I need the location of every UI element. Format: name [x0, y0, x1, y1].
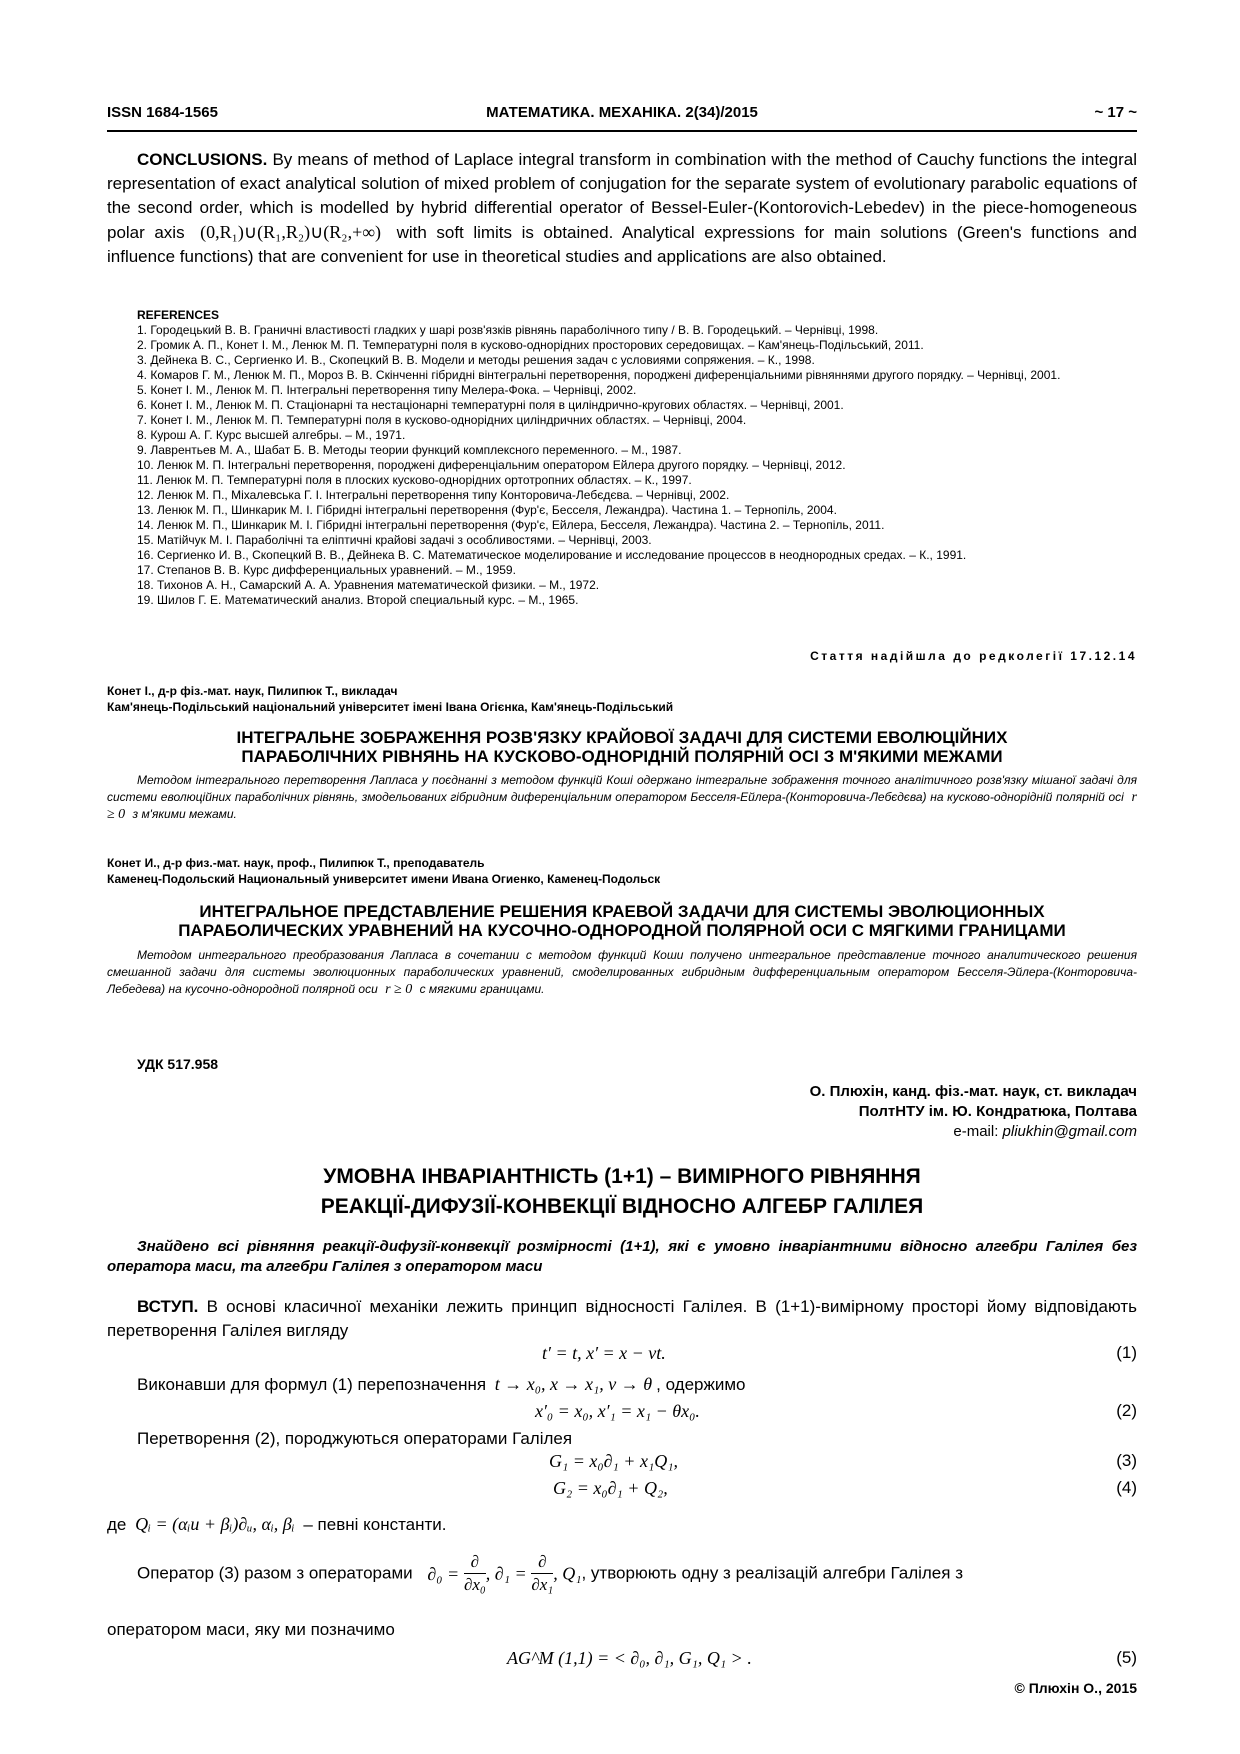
reference-item: 5. Конет І. М., Ленюк М. П. Інтегральні перетворення типу Мелера-Фока. – Чернівці, 2002. [137, 383, 637, 397]
fraction-numerator: ∂ [531, 1551, 553, 1574]
page-number: ~ 17 ~ [1094, 104, 1137, 121]
article-author: О. Плюхін, канд. фіз.-мат. наук, ст. викладач [809, 1083, 1137, 1100]
ua-abstract-text-1: Методом інтегрального перетворення Лапласа у поєднанні з методом функцій Коші одержано інтегральне зображення точного аналітичного розв'язку мішаної задачі для системи еволюційних параболічних рівнянь, змодельованих гібридним диференціальним оператором Бесселя-Ейлера-(Конторовича-Лебєдєва) на кусково-однорідній полярній осі [107, 773, 1137, 804]
ru-abstract-text-2: с мягкими границами. [419, 982, 545, 996]
fraction-numerator: ∂ [464, 1551, 486, 1574]
reference-item: 9. Лаврентьев М. А., Шабат Б. В. Методы теории функций комплексного переменного. – М., 1987. [137, 443, 682, 457]
running-header [107, 104, 1137, 132]
reference-item: 18. Тихонов А. Н., Самарский А. А. Уравнения математической физики. – М., 1972. [137, 578, 600, 592]
journal-title: МАТЕМАТИКА. МЕХАНІКА. 2(34)/2015 [486, 104, 758, 121]
article-title [107, 1162, 1137, 1222]
conclusions-text-1: By means of method of Laplace integral transform in combination with the method of Cauchy functions the integral representation of exact analytical solution of mixed problem of conjugation for the separate system of evolutionary parabolic equations of the second order, which is modelled by hybrid differential operator of Bessel-Euler-(Kontorovich-Lebedev) in the piece-homogeneous polar axis [107, 150, 1137, 242]
equation-4 [107, 1478, 1137, 1504]
reference-item: 19. Шилов Г. Е. Математический анализ. Второй специальный курс. – М., 1965. [137, 593, 579, 607]
relabel-math: t → x₀, x → x₁, v → θ [494, 1374, 653, 1394]
equation-1 [107, 1343, 1137, 1369]
article-title-line-1: УМОВНА ІНВАРІАНТНІСТЬ (1+1) – ВИМІРНОГО РІВНЯННЯ [323, 1165, 921, 1188]
article-title-line-2: РЕАКЦІЇ-ДИФУЗІЇ-КОНВЕКЦІЇ ВІДНОСНО АЛГЕБР ГАЛІЛЕЯ [320, 1195, 924, 1218]
operator-d0: ∂₀ = [427, 1563, 460, 1584]
reference-item: 4. Комаров Г. М., Ленюк М. П., Мороз В. В. Скінченні гібридні вінтегральні перетворення, породжені диференціальними рівняннями другого порядку. – Чернівці, 2001. [137, 368, 1061, 382]
constants-text-b: – певні константи. [303, 1515, 447, 1534]
equation-4-number: (4) [1116, 1478, 1137, 1497]
reference-item: 17. Степанов В. В. Курс дифференциальных уравнений. – М., 1959. [137, 563, 516, 577]
copyright: © Плюхін О., 2015 [1014, 1680, 1137, 1696]
reference-item: 8. Курош А. Г. Курс высшей алгебры. – М., 1971. [137, 428, 406, 442]
conclusions-formula: (0,R₁)∪(R₁,R₂)∪(R₂,+∞) [200, 222, 382, 242]
ua-abstract-text-2: з м'якими межами. [132, 807, 237, 821]
ua-title-line-1: ІНТЕГРАЛЬНЕ ЗОБРАЖЕННЯ РОЗВ'ЯЗКУ КРАЙОВОЇ ЗАДАЧІ ДЛЯ СИСТЕМИ ЕВОЛЮЦІЙНИХ [236, 728, 1008, 747]
reference-item: 12. Ленюк М. П., Міхалевська Г. І. Інтегральні перетворення типу Конторовича-Лебєдєва. – Чернівці, 2002. [137, 488, 730, 502]
ru-abstract [107, 947, 1137, 998]
operator-text-a: Оператор (3) разом з операторами [137, 1563, 413, 1583]
relabel-paragraph [137, 1372, 1137, 1397]
conclusions-label: CONCLUSIONS. [137, 150, 268, 169]
reference-item: 7. Конет І. М., Ленюк М. П. Температурні поля в кусково-однорідних циліндричних областях. – Чернівці, 2004. [137, 413, 747, 427]
conclusions-paragraph [107, 148, 1137, 269]
article-abstract: Знайдено всі рівняння реакції-дифузії-конвекції розмірності (1+1), які є умовно інваріантними відносно алгебри Галілея без оператора маси, та алгебри Галілея з оператором маси [107, 1238, 1137, 1275]
reference-item: 2. Громик А. П., Конет І. М., Ленюк М. П. Температурні поля в кусково-однорідних просторових середовищах. – Кам'янець-Подільський, 2011. [137, 338, 924, 352]
email-link[interactable]: pliukhin@gmail.com [1002, 1123, 1137, 1140]
page [107, 0, 1137, 1754]
constants-math: Qᵢ = (αᵢu + βᵢ)∂ᵤ, αᵢ, βᵢ [135, 1514, 295, 1534]
ru-title-line-1: ИНТЕГРАЛЬНОЕ ПРЕДСТАВЛЕНИЕ РЕШЕНИЯ КРАЕВОЙ ЗАДАЧИ ДЛЯ СИСТЕМЫ ЭВОЛЮЦИОННЫХ [199, 902, 1045, 921]
article-email-line [437, 1122, 1137, 1142]
references-heading: REFERENCES [137, 308, 220, 322]
constants-line [107, 1512, 447, 1537]
email-label: e-mail: [953, 1123, 999, 1140]
ua-title [107, 728, 1137, 766]
constants-text-a: де [107, 1515, 127, 1534]
fraction-denominator: ∂x₁ [531, 1575, 554, 1594]
reference-item: 6. Конет І. М., Ленюк М. П. Стаціонарні та нестаціонарні температурні поля в циліндрично-кругових областях. – Чернівці, 2001. [137, 398, 844, 412]
udc: УДК 517.958 [137, 1056, 219, 1072]
equation-2-formula: x′₀ = x₀, x′₁ = x₁ − θx₀. [535, 1401, 700, 1421]
reference-item: 13. Ленюк М. П., Шинкарик М. І. Гібридні інтегральні перетворення (Фур'є, Бесселя, Лежандра). Частина 1. – Тернопіль, 2004. [137, 503, 837, 517]
reference-item: 11. Ленюк М. П. Температурні поля в плоских кусково-однорідних ортотропних областях. – К., 1997. [137, 473, 692, 487]
ua-abstract [107, 772, 1137, 823]
generators-paragraph: Перетворення (2), породжуються операторами Галілея [137, 1429, 573, 1448]
fraction-d-dx0 [464, 1551, 486, 1596]
ru-abstract-text-1: Методом интегрального преобразования Лапласа в сочетании с методом функций Коши получено интегральное представление точного аналитического решения смешанной задачи для системы эволюционных параболических уравнений, смоделированных гибридным дифференциальным оператором Бесселя-Эйлера-(Конторовича-Лебедева) на кусочно-однородной полярной оси [107, 948, 1137, 996]
ua-title-line-2: ПАРАБОЛІЧНИХ РІВНЯНЬ НА КУСКОВО-ОДНОРІДНІЙ ПОЛЯРНІЙ ОСІ З М'ЯКИМИ МЕЖАМИ [241, 747, 1003, 766]
equation-3 [107, 1451, 1137, 1477]
fraction-d-dx1 [531, 1551, 553, 1596]
fraction-denominator: ∂x₀ [463, 1575, 486, 1594]
ru-authors: Конет И., д-р физ.-мат. наук, проф., Пилипюк Т., преподаватель [107, 856, 485, 870]
reference-item: 16. Сергиенко И. В., Скопецкий В. В., Дейнека В. С. Математическое моделирование и исследование процессов в неоднородных средах. – К., 1991. [137, 548, 967, 562]
operator-d1: , ∂₁ = [485, 1563, 527, 1584]
article-institution: ПолтНТУ ім. Ю. Кондратюка, Полтава [858, 1103, 1137, 1120]
equation-3-number: (3) [1116, 1451, 1137, 1470]
ua-authors: Конет І., д-р фіз.-мат. наук, Пилипюк Т., викладач [107, 684, 398, 698]
ru-title-line-2: ПАРАБОЛИЧЕСКИХ УРАВНЕНИЙ НА КУСОЧНО-ОДНОРОДНОЙ ПОЛЯРНОЙ ОСИ С МЯГКИМИ ГРАНИЦАМИ [178, 921, 1066, 940]
equation-5-formula: AG^M (1,1) = < ∂₀, ∂₁, G₁, Q₁ > . [507, 1648, 752, 1668]
equation-4-formula: G₂ = x₀∂₁ + Q₂, [553, 1478, 668, 1498]
reference-item: 15. Матійчук М. І. Параболічні та еліптичні крайові задачі з особливостями. – Чернівці, 2003. [137, 533, 652, 547]
operator-paragraph [137, 1551, 1137, 1603]
conclusions-text-2: with soft limits is obtained. Analytical expressions for main solutions (Green's functions and influence functions) that are convenient for use in theoretical studies and applications are also obtained. [107, 223, 1137, 266]
ua-affiliation: Кам'янець-Подільський національний університет імені Івана Огієнка, Кам'янець-Подільський [107, 700, 674, 714]
ru-title [107, 902, 1137, 940]
intro-paragraph [107, 1295, 1137, 1343]
equation-3-formula: G₁ = x₀∂₁ + x₁Q₁, [549, 1451, 678, 1471]
received-date: Стаття надійшла до редколегії 17.12.14 [810, 649, 1137, 663]
operator-q1: , Q₁ [553, 1563, 582, 1584]
intro-text: В основі класичної механіки лежить принцип відносності Галілея. В (1+1)-вимірному просторі йому відповідають перетворення Галілея вигляду [107, 1297, 1137, 1340]
equation-1-number: (1) [1116, 1343, 1137, 1362]
equation-2 [107, 1401, 1137, 1427]
intro-label: ВСТУП. [137, 1297, 199, 1316]
ru-affiliation: Каменец-Подольский Национальный университет имени Ивана Огиенко, Каменец-Подольск [107, 872, 661, 886]
equation-5 [107, 1648, 1137, 1674]
operator-text-b: , утворюють одну з реалізацій алгебри Галілея з [581, 1563, 963, 1583]
reference-item: 3. Дейнека В. С., Сергиенко И. В., Скопецкий В. В. Модели и методы решения задач с условиями сопряжения. – К., 1998. [137, 353, 815, 367]
reference-item: 10. Ленюк М. П. Інтегральні перетворення, породжені диференціальним оператором Ейлера другого порядку. – Чернівці, 2012. [137, 458, 846, 472]
reference-item: 1. Городецький В. В. Граничні властивості гладких у шарі розв'язків рівнянь параболічного типу / В. В. Городецький. – Чернівці, 1998. [137, 323, 879, 337]
reference-item: 14. Ленюк М. П., Шинкарик М. І. Гібридні інтегральні перетворення (Фур'є, Ейлера, Бесселя, Лежандра). Частина 2. – Тернопіль, 2011. [137, 518, 885, 532]
relabel-text-a: Виконавши для формул (1) перепозначення [137, 1375, 487, 1394]
equation-1-formula: t′ = t, x′ = x − vt. [542, 1343, 666, 1363]
ru-abstract-math: r ≥ 0 [385, 982, 413, 997]
article-author-block [437, 1082, 1137, 1142]
equation-5-number: (5) [1116, 1648, 1137, 1667]
relabel-text-b: , одержимо [656, 1375, 746, 1394]
equation-2-number: (2) [1116, 1401, 1137, 1420]
references [107, 308, 1137, 608]
issn: ISSN 1684-1565 [107, 104, 218, 121]
ua-abstract-math: r ≥ 0 [107, 790, 1137, 822]
mass-operator-line: оператором маси, яку ми позначимо [107, 1620, 395, 1639]
